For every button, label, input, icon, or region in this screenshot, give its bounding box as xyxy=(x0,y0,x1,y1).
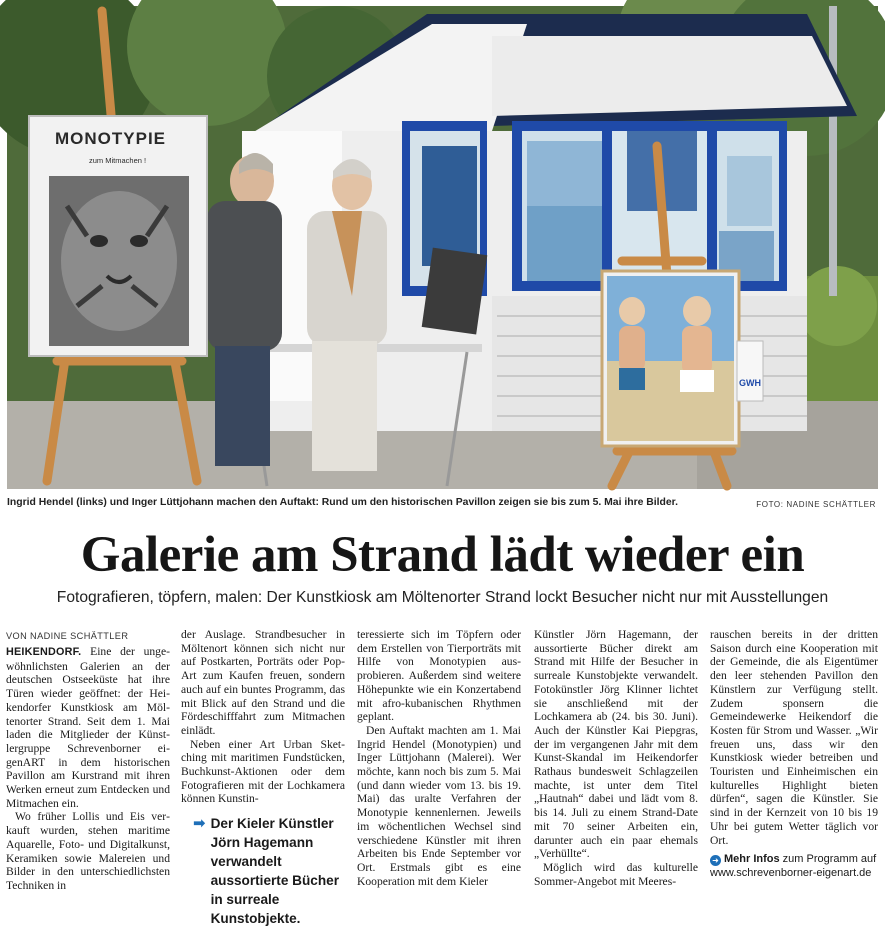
dateline: HEIKENDORF. xyxy=(6,646,82,658)
paragraph xyxy=(6,645,170,810)
photo-illustration xyxy=(7,6,878,489)
arrow-circle-icon: ➜ xyxy=(710,855,721,866)
kiosk-sign: GWH xyxy=(739,378,761,388)
arrow-right-icon: ➡ xyxy=(193,815,206,833)
headline: Galerie am Strand lädt wieder ein xyxy=(80,527,805,583)
paragraph: Neben einer Art Urban Sketching mit maritimen Fundstücken, Buchkunst-Aktionen oder dem Fotografieren mit der Lochkamera können Kunstin- xyxy=(181,737,345,806)
paragraph: rauschen bereits in der dritten Saison durch eine Kooperation mit der Gemeinde, die als Eigentümer den leer stehenden Pavillon den Künstlern zur Verfügung stellt. Zudem sponsern die Gemeindewerke Heikendorf die Kosten für Strom und Wasser. „Wir freuen uns, dass wir den Kunstkiosk wieder betreiben und Touristen und Einheimischen ein kulturelles Highlight bieten dürfen“, sagen die Künstler. Sie sind in der Kernzeit von 10 bis 19 Uhr bei gutem Wetter täglich vor Ort. xyxy=(710,628,878,847)
more-info-text[interactable]: zum Programm auf www.schrevenborner-eigenart.de xyxy=(710,853,877,879)
more-info-title: Mehr Infos xyxy=(724,853,780,866)
byline: VON NADINE SCHÄTTLER xyxy=(6,631,129,641)
paragraph: Wo früher Lollis und Eis verkauft wurden, stehen maritime Aquarelle, Foto- und Digitalkunst, Keramiken sowie Malereien und Bilder in den unterschiedlichsten Techniken in xyxy=(6,810,170,892)
paragraph: Möglich wird das kulturelle Sommer-Angebot mit Meeres- xyxy=(534,860,698,888)
article-column-4 xyxy=(534,628,698,895)
subheadline: Fotografieren, töpfern, malen: Der Kunstkiosk am Möltenorter Strand lockt Besucher nicht nur mit Ausstellungen xyxy=(56,589,829,606)
article-column-5 xyxy=(710,628,878,895)
paragraph: teressierte sich im Töpfern oder dem Erstellen von Tierporträts mit Hilfe von Monotypien ausprobieren. Außerdem sind weitere Höhepunkte wie ein Konzertabend mit afro-kubanischen Rhythmen geplant. xyxy=(357,628,521,724)
more-info xyxy=(710,853,878,880)
photo-caption: Ingrid Hendel (links) und Inger Lüttjohann machen den Auftakt: Rund um den historischen Pavillon zeigen sie bis zum 5. Mai ihre Bilder. xyxy=(7,497,679,508)
pull-quote-text: Der Kieler Künstler Jörn Hagemann verwandelt aussortierte Bücher in surreale Kunstobjekte. xyxy=(210,816,340,927)
article-column-1 xyxy=(6,628,170,895)
paragraph-text: Eine der ungewöhnlichsten Galerien an der deutschen Ostseeküste hat ihre Türen wieder geöffnet: der Heikendorfer Kunstkiosk am Möltenorter Strand. Seit dem 1. Mai laden die Mitglieder der Künstlergruppe Schrevenborner eigenART in dem historischen Pavillon am Kurstrand mit ihren Werken erneut zum Entdecken und Mitmachen ein. xyxy=(6,645,170,810)
article-photo xyxy=(7,6,878,489)
paragraph: der Auslage. Strandbesucher in Möltenort können sich nicht nur auf Postkarten, Porträts oder Pop-Art zum Kaufen freuen, sondern auch auf ein buntes Programm, das mit Blick auf den Strand und die Fördeschifffahrt zum Mitmachen einlädt. xyxy=(181,628,345,737)
article-column-3 xyxy=(357,628,521,895)
article-column-2 xyxy=(181,628,345,927)
paragraph: Künstler Jörn Hagemann, der aussortierte Bücher direkt am Strand mit Hilfe der Besucher in surreale Kunstobjekte verwandelt. Fotokünstler Jörg Klinner lichtet sie anschließend mit der Lochkamera ab (24. bis 30. Juni). Auch der Künstler Kai Piepgras, der im vergangenen Jahr mit dem Kunst-Skandal im Heikendorfer Rathaus bundesweit Schlagzeilen machte, ist unter dem Titel „Hautnah“ dabei und lädt vom 8. bis 14. Juli zu einem Strand-Date mit 70 seiner Arbeiten ein, darunter auch ein paar ehemals „Verhüllte“. xyxy=(534,628,698,861)
sign-subtitle: zum Mitmachen ! xyxy=(89,156,147,165)
sign-title: MONOTYPIE xyxy=(55,129,167,148)
paragraph: Den Auftakt machten am 1. Mai Ingrid Hendel (Monotypien) und Inger Lüttjohann (Malerei). Wer möchte, kann noch bis zum 5. Mai (und dann wieder vom 13. bis 19. Mai) das uralte Verfahren der Monotypie kennenlernen. Jeweils im wöchentlichen Wechsel sind verschiedene Künstler mit ihren Arbeiten bis Ende September vor Ort. Erstmals gibt es eine Kooperation mit dem Kieler xyxy=(357,723,521,888)
pull-quote xyxy=(181,814,345,928)
photo-credit: FOTO: NADINE SCHÄTTLER xyxy=(756,500,876,509)
